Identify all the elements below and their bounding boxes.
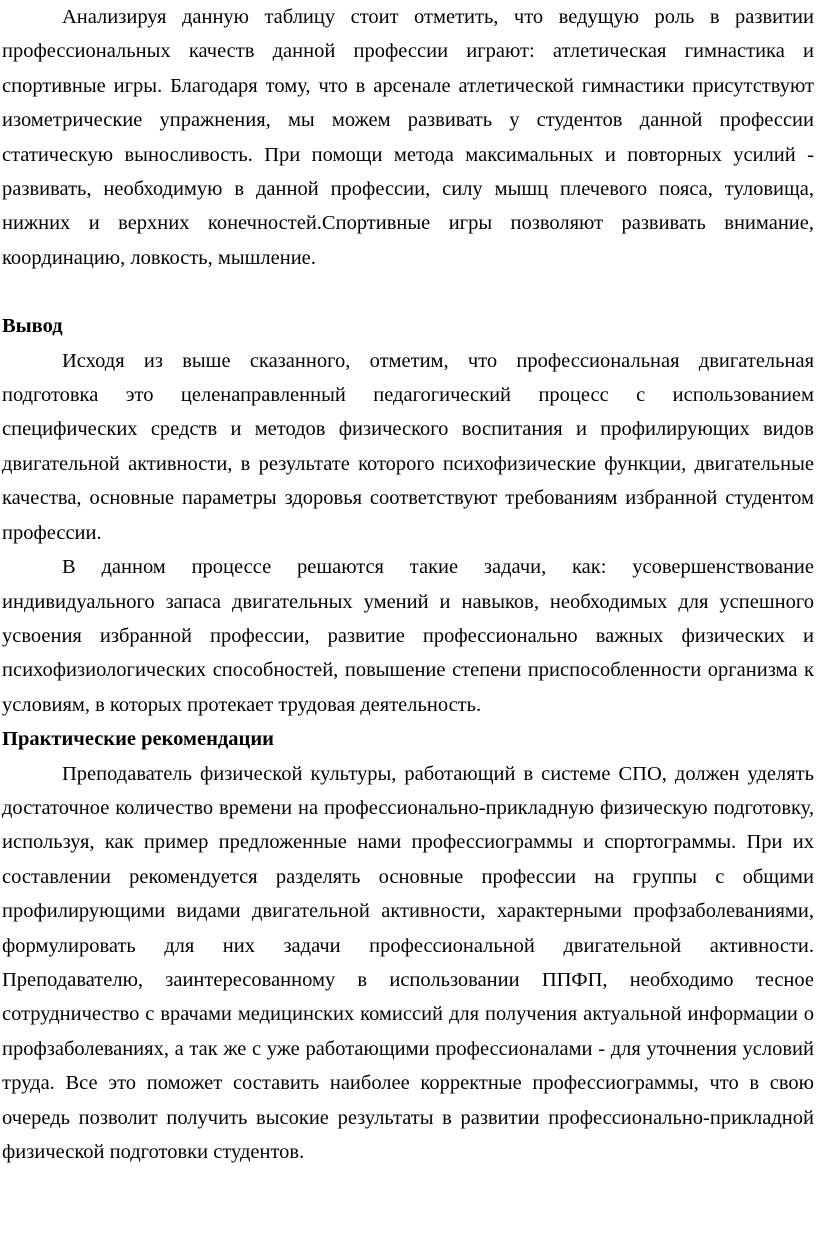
recommendations-paragraph: Преподаватель физической культуры, работающий в системе СПО, должен уделять достаточное количество времени на профессионально-прикладную физическую подготовку, используя, как пример предложенные нами профессиограммы и спортограммы. При их составлении рекомендуется разделять основные профессии на группы с общими профилирующими видами двигательной активности, характерными профзаболеваниями, формулировать для них задачи профессиональной двигательной активности. Преподавателю, заинтересованному в использовании ППФП, необходимо тесное сотрудничество с врачами медицинских комиссий для получения актуальной информации о профзаболеваниях, а так же с уже работающими профессионалами - для уточнения условий труда. Все это поможет составить наиболее корректные профессиограммы, что в свою очередь позволит получить высокие результаты в развитии профессионально-прикладной физической подготовки студентов. (2, 762, 814, 1163)
conclusion-paragraph-2: В данном процессе решаются такие задачи, как: усовершенствование индивидуального запаса двигательных умений и навыков, необходимых для успешного усвоения избранной профессии, развитие профессионально важных физических и психофизиологических способностей, повышение степени приспособленности организма к условиям, в которых протекает трудовая деятельность. (2, 556, 814, 716)
recommendations-heading: Практические рекомендации (2, 728, 274, 751)
intro-paragraph: Анализируя данную таблицу стоит отметить, что ведущую роль в развитии профессиональных качеств данной профессии играют: атлетическая гимнастика и спортивные игры. Благодаря тому, что в арсенале атлетической гимнастики присутствуют изометрические упражнения, мы можем развивать у студентов данной профессии статическую выносливость. При помощи метода максимальных и повторных усилий - развивать, необходимую в данной профессии, силу мышц плечевого пояса, туловища, нижних и верхних конечностей.Спортивные игры позволяют развивать внимание, координацию, ловкость, мышление. (2, 6, 814, 269)
conclusion-heading: Вывод (2, 315, 63, 338)
conclusion-paragraph-1: Исходя из выше сказанного, отметим, что профессиональная двигательная подготовка это целенаправленный педагогический процесс с использованием специфических средств и методов физического воспитания и профилирующих видов двигательной активности, в результате которого психофизические функции, двигательные качества, основные параметры здоровья соответствуют требованиям избранной студентом профессии. (2, 349, 814, 544)
section-spacer (2, 275, 814, 309)
